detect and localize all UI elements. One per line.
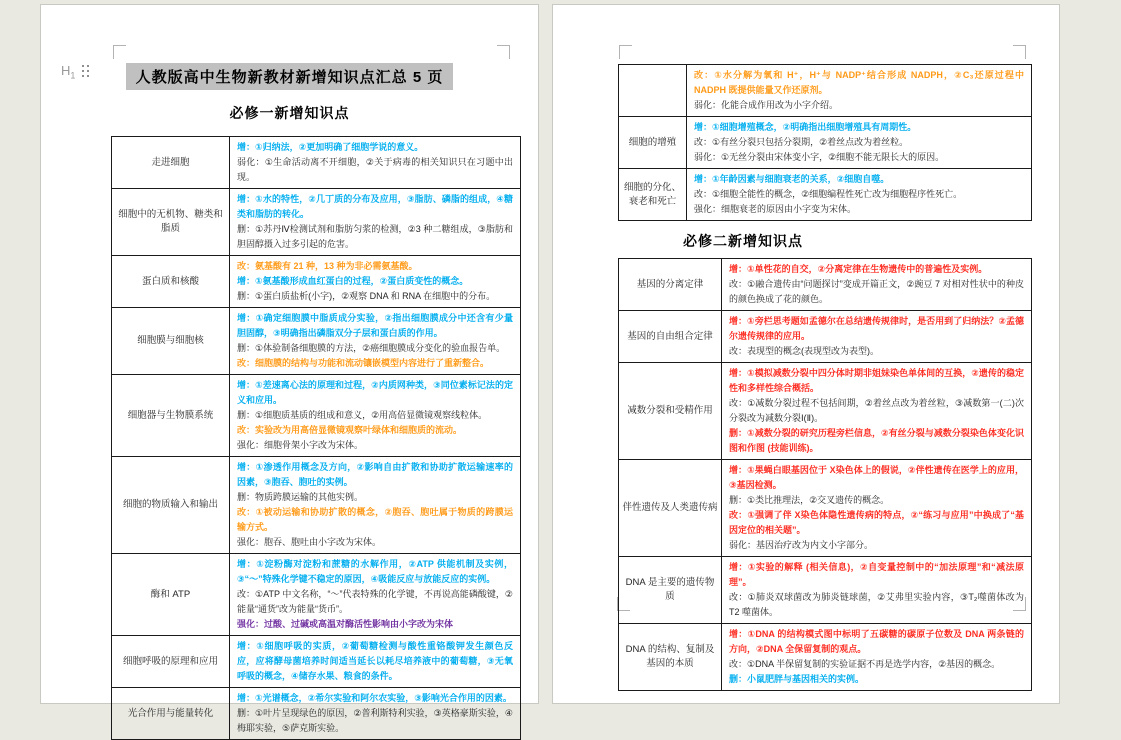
knowledge-table-bixiu1 [111,136,521,740]
row-topic-label[interactable]: 减数分裂和受精作用 [619,363,722,460]
knowledge-point-line: 删：①体验制备细胞膜的方法，②癌细胞膜成分变化的验血报告单。 [237,343,506,353]
margin-mark-icon [497,45,510,59]
document-title[interactable]: 人教版高中生物新教材新增知识点汇总 5 页 [126,63,454,90]
table-row [112,308,521,375]
knowledge-point-line: 删：①细胞质基质的组成和意义，②用高倍显微镜观察线粒体。 [237,410,488,420]
knowledge-point-line: 改：氨基酸有 21 种，13 种为非必需氨基酸。 [237,261,418,271]
margin-mark-icon [113,45,126,59]
knowledge-point-line: 增：①细胞呼吸的实质，②葡萄糖检测与酸性重铬酸钾发生颜色反应，应将酵母菌培养时间适当延长以耗尽培养液中的葡萄糖，③无氧呼吸的概念，④储存水果、粮食的条件。 [237,641,513,681]
row-content-cell[interactable] [230,189,521,256]
row-topic-label[interactable]: 细胞器与生物膜系统 [112,375,230,457]
knowledge-point-line: 改：细胞膜的结构与功能和流动镶嵌模型内容进行了重新整合。 [237,358,490,368]
document-page-2 [552,4,1060,704]
knowledge-point-line: 弱化：基因治疗改为内文小字部分。 [729,540,874,550]
row-topic-label[interactable]: 细胞的物质输入和输出 [112,457,230,554]
knowledge-point-line: 改：①细胞全能性的概念，②细胞编程性死亡改为细胞程序性死亡。 [694,189,963,199]
knowledge-point-line: 删：①叶片呈现绿色的原因，②普利斯特利实验，③英格豪斯实验，④梅耶实验，⑤萨克斯实验。 [237,708,513,733]
document-page-1 [40,4,539,733]
row-content-cell[interactable] [230,457,521,554]
knowledge-point-line: 改：实验改为用高倍显微镜观察叶绿体和细胞质的流动。 [237,425,463,435]
knowledge-point-line: 增：①氨基酸形成血红蛋白的过程，②蛋白质变性的概念。 [237,276,469,286]
knowledge-point-line: 改：①ATP 中文名称，“～”代表特殊的化学键，不再说高能磷酸键，②能量“通货”改为能量“货币”。 [237,589,513,614]
knowledge-point-line: 增：①DNA 的结构模式图中标明了五碳糖的碳原子位数及 DNA 两条链的方向，②DNA 全保留复制的观点。 [729,629,1024,654]
knowledge-point-line: 删：①类比推理法，②交叉遗传的概念。 [729,495,890,505]
row-content-cell[interactable] [230,256,521,308]
section-subtitle-bixiu1[interactable]: 必修一新增知识点 [229,105,350,121]
row-content-cell[interactable] [230,308,521,375]
row-content-cell[interactable] [722,311,1032,363]
row-topic-label[interactable]: 基因的自由组合定律 [619,311,722,363]
drag-handle-icon[interactable] [82,65,90,78]
row-topic-label[interactable]: DNA 的结构、复制及基因的本质 [619,624,722,691]
row-content-cell[interactable] [230,688,521,740]
table-row [619,363,1032,460]
margin-mark-icon [619,45,632,59]
row-content-cell[interactable] [230,375,521,457]
row-content-cell[interactable] [230,554,521,636]
knowledge-point-line: 强化：细胞骨架小字改为宋体。 [237,440,364,450]
table-row [619,117,1032,169]
knowledge-point-line: 改：①有丝分裂只包括分裂期，②着丝点改为着丝粒。 [694,137,909,147]
row-content-cell[interactable] [722,363,1032,460]
table-row [619,169,1032,221]
knowledge-point-line: 增：①单性花的自交，②分离定律在生物遗传中的普遍性及实例。 [729,264,988,274]
knowledge-point-line: 增：①果蝇白眼基因位于 X染色体上的假说，②伴性遗传在医学上的应用，③基因检测。 [729,465,1024,490]
knowledge-point-line: 删：①蛋白质盐析(小字)，②观察 DNA 和 RNA 在细胞中的分布。 [237,291,496,301]
row-topic-label[interactable]: 基因的分离定律 [619,259,722,311]
row-topic-label[interactable]: 走进细胞 [112,137,230,189]
table-row [619,65,1032,117]
knowledge-point-line: 增：①实验的解释 (相关信息)，②自变量控制中的“加法原理”和“减法原理”。 [729,562,1024,587]
knowledge-point-line: 改：①被动运输和协助扩散的概念，②胞吞、胞吐属于物质的跨膜运输方式。 [237,507,513,532]
row-content-cell[interactable] [722,259,1032,311]
row-topic-label[interactable]: 细胞中的无机物、糖类和脂质 [112,189,230,256]
table-row [619,311,1032,363]
row-content-cell[interactable] [687,65,1032,117]
row-topic-label[interactable]: 蛋白质和核酸 [112,256,230,308]
knowledge-point-line: 删：①减数分裂的研究历程旁栏信息，②有丝分裂与减数分裂染色体变化识图和作图 (技能训练)。 [729,428,1024,453]
knowledge-point-line: 强化：胞吞、胞吐由小字改为宋体。 [237,537,382,547]
table-row [619,460,1032,557]
row-topic-label[interactable]: 细胞膜与细胞核 [112,308,230,375]
table-row [112,137,521,189]
row-topic-label[interactable] [619,65,687,117]
knowledge-point-line: 增：①细胞增殖概念，②明确指出细胞增殖具有周期性。 [694,122,917,132]
table-row [619,557,1032,624]
knowledge-point-line: 改：①肺炎双球菌改为肺炎链球菌，②艾弗里实验内容，③T₂噬菌体改为 T2 噬菌体。 [729,592,1024,617]
knowledge-point-line: 弱化：化能合成作用改为小字介绍。 [694,100,839,110]
table-row [619,624,1032,691]
knowledge-point-line: 删：小鼠肥胖与基因相关的实例。 [729,674,865,684]
row-content-cell[interactable] [687,169,1032,221]
knowledge-point-line: 改：①减数分裂过程不包括间期，②着丝点改为着丝粒，③减数第一(二)次分裂改为减数分裂Ⅰ(Ⅱ)。 [729,398,1024,423]
paragraph-gutter [61,63,90,81]
table-row [112,554,521,636]
knowledge-point-line: 改：表现型的概念(表现型改为表型)。 [729,346,879,356]
knowledge-point-line: 增：①旁栏思考题如孟德尔在总结遗传规律时，是否用到了归纳法？②孟德尔遗传规律的应用。 [729,316,1024,341]
table-row [112,457,521,554]
row-content-cell[interactable] [230,636,521,688]
margin-mark-icon [1013,45,1026,59]
table-row [112,636,521,688]
row-topic-label[interactable]: 细胞的增殖 [619,117,687,169]
knowledge-point-line: 增：①光谱概念，②希尔实验和阿尔农实验，③影响光合作用的因素。 [237,693,512,703]
knowledge-point-line: 增：①年龄因素与细胞衰老的关系，②细胞自噬。 [694,174,890,184]
knowledge-point-line: 强化：细胞衰老的原因由小字变为宋体。 [694,204,857,214]
knowledge-point-line: 增：①淀粉酶对淀粉和蔗糖的水解作用，②ATP 供能机制及实例，③“～”特殊化学键不稳定的原因，④吸能反应与放能反应的实例。 [237,559,513,584]
table-row [112,688,521,740]
knowledge-point-line: 增：①水的特性，②几丁质的分布及应用，③脂肪、磷脂的组成，④糖类和脂肪的转化。 [237,194,513,219]
row-content-cell[interactable] [687,117,1032,169]
knowledge-point-line: 删：物质跨膜运输的其他实例。 [237,492,364,502]
knowledge-point-line: 弱化：①生命活动离不开细胞，②关于病毒的相关知识只在习题中出现。 [237,157,513,182]
knowledge-point-line: 弱化：①无丝分裂由宋体变小字，②细胞不能无限长大的原因。 [694,152,945,162]
knowledge-point-line: 强化：过酸、过碱或高温对酶活性影响由小字改为宋体 [237,619,454,629]
knowledge-table-bixiu2 [618,258,1032,691]
row-content-cell[interactable] [230,137,521,189]
knowledge-point-line: 增：①渗透作用概念及方向，②影响自由扩散和协助扩散运输速率的因素，③胞吞、胞吐的实例。 [237,462,513,487]
knowledge-point-line: 改：①强调了伴 X染色体隐性遗传病的特点，②“练习与应用”中换成了“基因定位的相关题”。 [729,510,1024,535]
table-row [112,375,521,457]
knowledge-point-line: 改：①水分解为氧和 H⁺，H⁺与 NADP⁺结合形成 NADPH，②C₃还原过程中 NADPH 既提供能量又作还原剂。 [694,70,1024,95]
row-topic-label[interactable]: 光合作用与能量转化 [112,688,230,740]
knowledge-point-line: 改：①融合遗传由“问题探讨”变成开篇正文，②豌豆 7 对相对性状中的种皮的颜色换成了花的颜色。 [729,279,1024,304]
knowledge-table-bixiu1-continued [618,64,1032,221]
heading-level-icon[interactable]: $H_1$ [61,63,76,81]
knowledge-point-line: 删：①苏丹Ⅳ检测试剂和脂肪匀浆的检测，②3 种二糖组成，③脂肪和胆固醇摄入过多引起的危害。 [237,224,513,249]
knowledge-point-line: 增：①归纳法，②更加明确了细胞学说的意义。 [237,142,424,152]
knowledge-point-line: 增：①模拟减数分裂中四分体时期非姐妹染色单体间的互换，②遗传的稳定性和多样性综合概括。 [729,368,1024,393]
knowledge-point-line: 增：①差速离心法的原理和过程，②内质网种类，③同位素标记法的定义和应用。 [237,380,513,405]
section-subtitle-bixiu2[interactable]: 必修二新增知识点 [683,233,803,249]
row-content-cell[interactable] [722,624,1032,691]
row-topic-label[interactable]: 伴性遗传及人类遗传病 [619,460,722,557]
row-content-cell[interactable] [722,557,1032,624]
row-topic-label[interactable]: 酶和 ATP [112,554,230,636]
knowledge-point-line: 改：①DNA 半保留复制的实验证据不再是选学内容，②基因的概念。 [729,659,1001,669]
table-row [112,256,521,308]
row-topic-label[interactable]: 细胞的分化、衰老和死亡 [619,169,687,221]
row-topic-label[interactable]: 细胞呼吸的原理和应用 [112,636,230,688]
row-topic-label[interactable]: DNA 是主要的遗传物质 [619,557,722,624]
row-content-cell[interactable] [722,460,1032,557]
knowledge-point-line: 增：①确定细胞膜中脂质成分实验，②指出细胞膜成分中还含有少量胆固醇，③明确指出磷脂双分子层和蛋白质的作用。 [237,313,513,338]
table-row [619,259,1032,311]
table-row [112,189,521,256]
